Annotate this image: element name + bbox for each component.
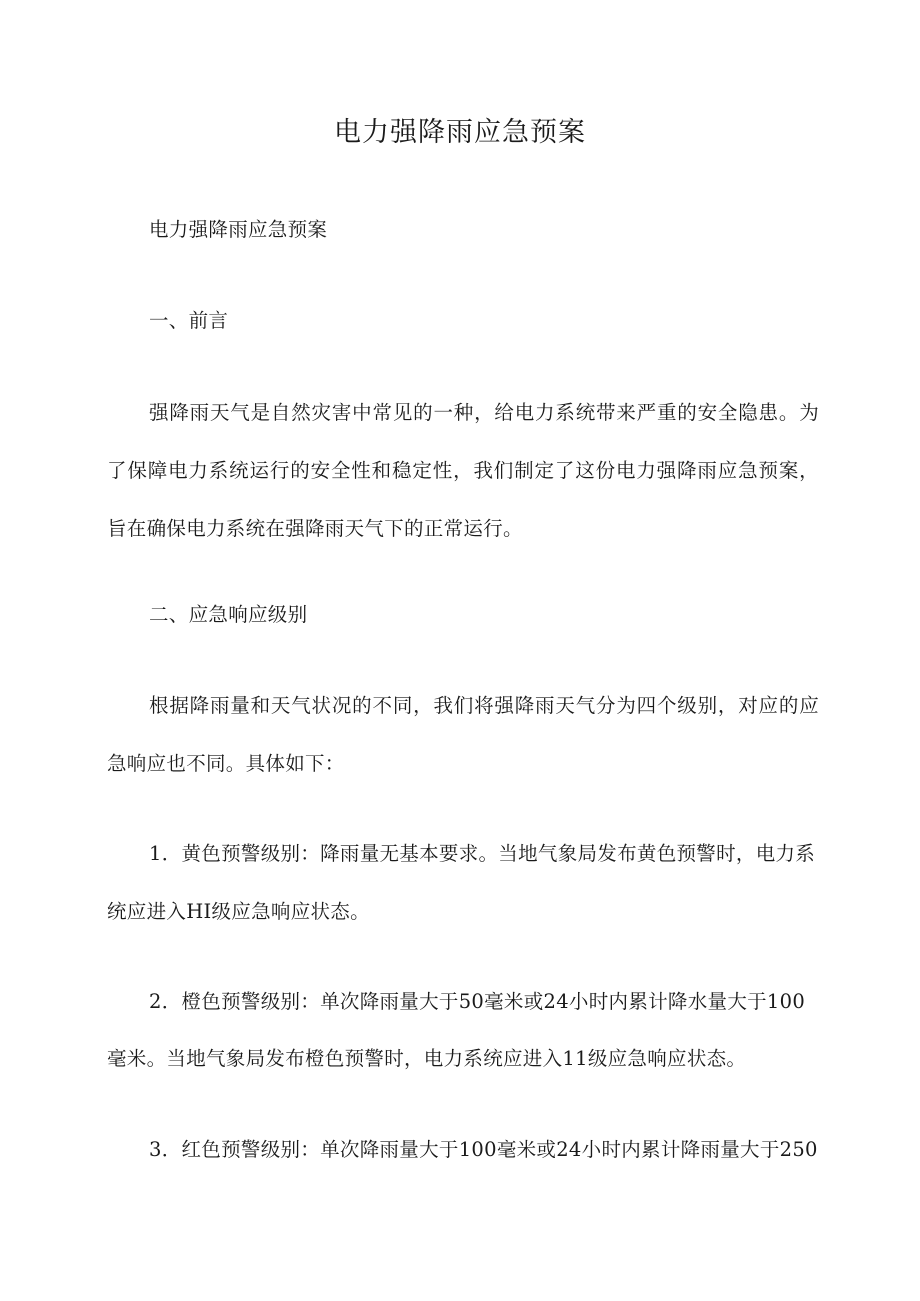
response-levels-paragraph: 根据降雨量和天气状况的不同，我们将强降雨天气分为四个级别，对应的应急响应也不同。具体如下： bbox=[107, 694, 819, 775]
list-item-orange-line1: 2．橙色预警级别：单次降雨量大于50毫米或24小时内累计降水量大于100 bbox=[149, 990, 806, 1013]
list-item-orange-line2: 毫米。当地气象局发布橙色预警时，电力系统应进入11级应急响应状态。 bbox=[107, 1047, 747, 1070]
document-subtitle: 电力强降雨应急预案 bbox=[149, 218, 328, 241]
list-item-yellow-line2: 统应进入HI级应急响应状态。 bbox=[107, 900, 370, 923]
list-item-yellow-line1: 1．黄色预警级别：降雨量无基本要求。当地气象局发布黄色预警时，电力系 bbox=[149, 842, 816, 865]
preface-paragraph: 强降雨天气是自然灾害中常见的一种，给电力系统带来严重的安全隐患。为了保障电力系统运行的安全性和稳定性，我们制定了这份电力强降雨应急预案，旨在确保电力系统在强降雨天气下的正常运行。 bbox=[107, 401, 819, 540]
list-item-red-line1: 3．红色预警级别：单次降雨量大于100毫米或24小时内累计降雨量大于250 bbox=[149, 1138, 818, 1161]
document-title: 电力强降雨应急预案 bbox=[334, 117, 586, 148]
section-heading-response-levels: 二、应急响应级别 bbox=[149, 603, 308, 626]
section-heading-preface: 一、前言 bbox=[149, 309, 229, 332]
